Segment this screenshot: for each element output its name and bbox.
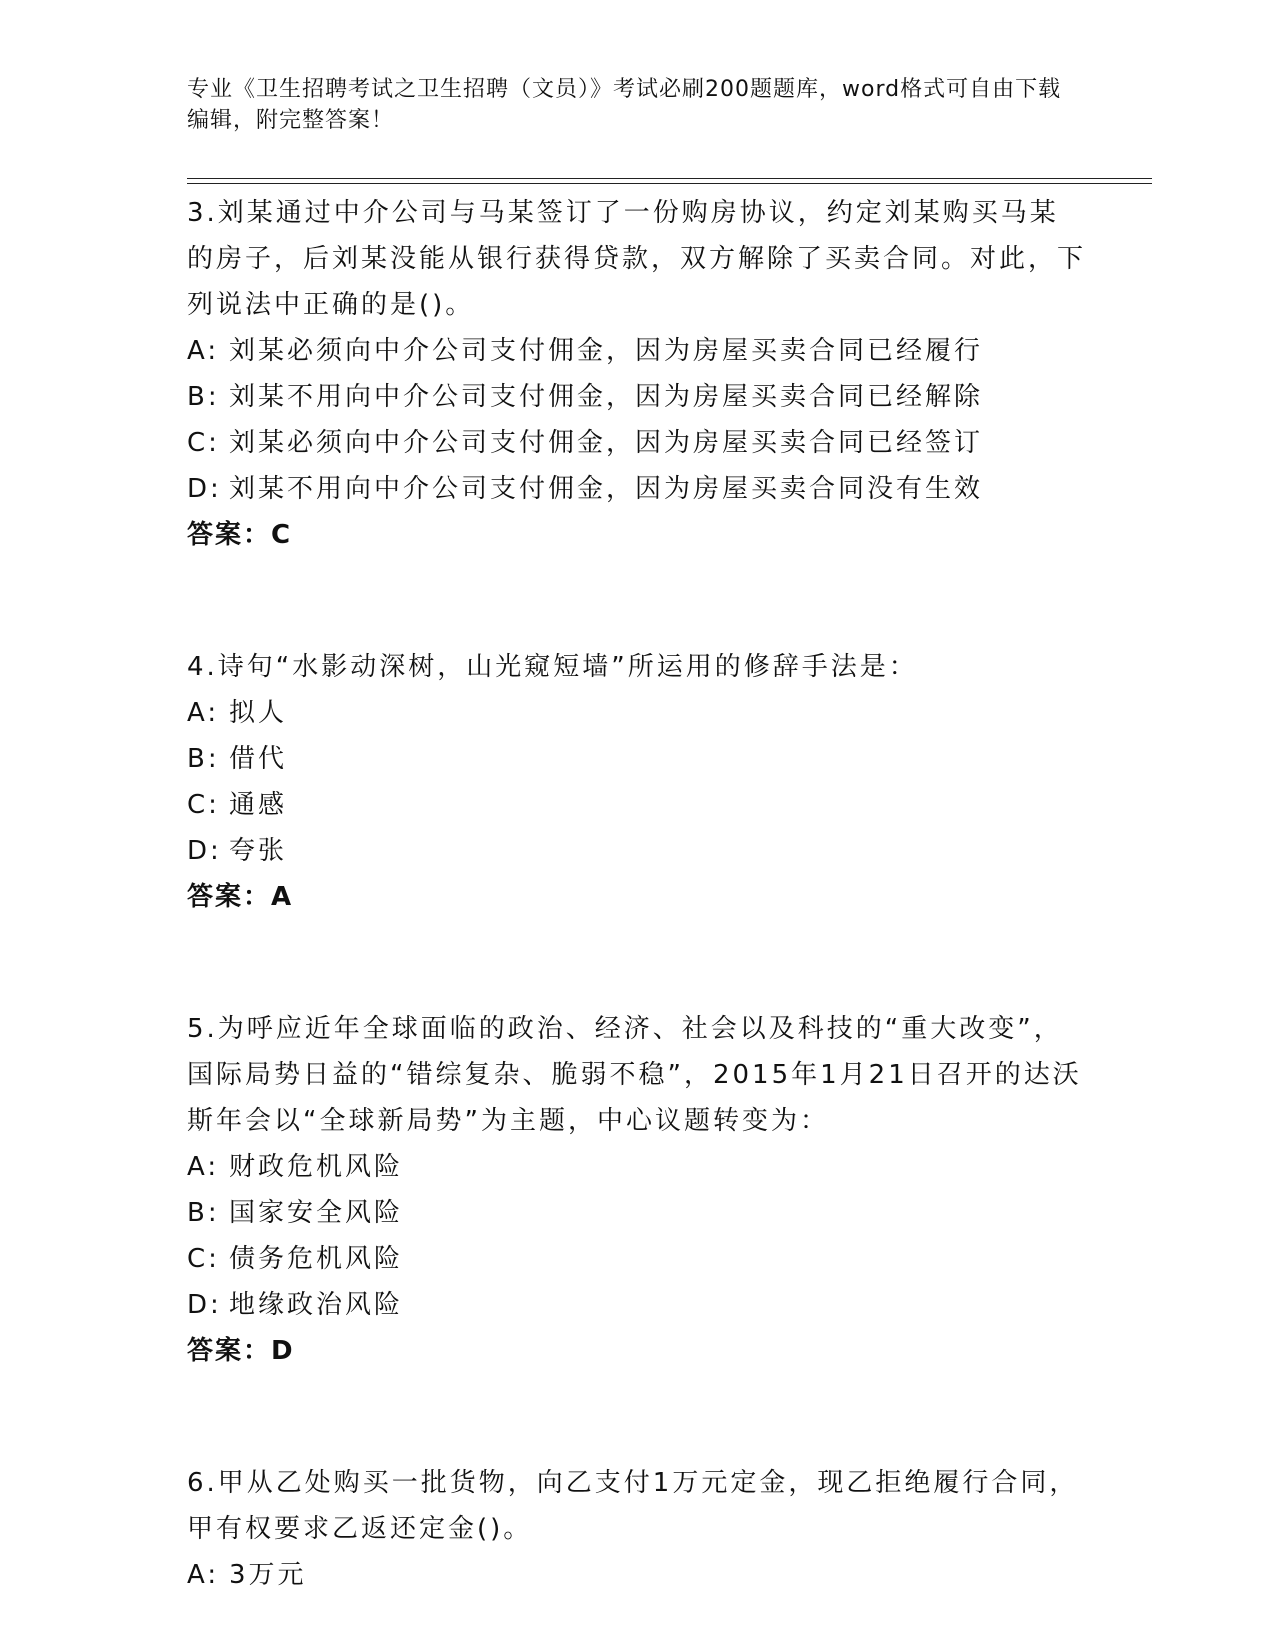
option-letter: C:: [187, 790, 220, 820]
option-text: 刘某必须向中介公司支付佣金，因为房屋买卖合同已经履行: [229, 336, 984, 366]
option-d: [187, 828, 1087, 874]
question-3: [187, 190, 1087, 558]
option-letter: B:: [187, 1198, 220, 1228]
option-letter: C:: [187, 1244, 220, 1274]
question-spacer: [187, 1374, 1087, 1460]
option-letter: D:: [187, 836, 222, 866]
option-text: 拟人: [229, 698, 288, 728]
option-c: [187, 782, 1087, 828]
option-text: 债务危机风险: [229, 1244, 404, 1274]
option-a: [187, 328, 1087, 374]
option-letter: A:: [187, 698, 220, 728]
option-text: 通感: [229, 790, 288, 820]
header-divider: [187, 178, 1152, 179]
option-letter: B:: [187, 744, 220, 774]
option-text: 刘某不用向中介公司支付佣金，因为房屋买卖合同没有生效: [229, 474, 984, 504]
option-text: 刘某不用向中介公司支付佣金，因为房屋买卖合同已经解除: [229, 382, 984, 412]
question-list: [187, 190, 1087, 1598]
option-text: 地缘政治风险: [229, 1290, 404, 1320]
option-d: [187, 466, 1087, 512]
option-letter: A:: [187, 1152, 220, 1182]
option-d: [187, 1282, 1087, 1328]
option-letter: C:: [187, 428, 220, 458]
document-header-title: 专业《卫生招聘考试之卫生招聘（文员）》考试必刷200题题库，word格式可自由下载编辑，附完整答案！: [187, 77, 1062, 133]
question-4: [187, 644, 1087, 920]
question-5: [187, 1006, 1087, 1374]
question-spacer: [187, 558, 1087, 644]
option-b: [187, 374, 1087, 420]
option-b: [187, 736, 1087, 782]
option-letter: D:: [187, 1290, 222, 1320]
option-text: 国家安全风险: [229, 1198, 404, 1228]
question-stem: 5.为呼应近年全球面临的政治、经济、社会以及科技的“重大改变”，国际局势日益的“错综复杂、脆弱不稳”，2015年1月21日召开的达沃斯年会以“全球新局势”为主题，中心议题转变为：: [187, 1014, 1082, 1136]
question-6: [187, 1460, 1087, 1598]
option-a: [187, 1552, 1087, 1598]
option-a: [187, 1144, 1087, 1190]
question-stem: 3.刘某通过中介公司与马某签订了一份购房协议，约定刘某购买马某的房子，后刘某没能从银行获得贷款，双方解除了买卖合同。对此，下列说法中正确的是()。: [187, 198, 1087, 320]
option-text: 3万元: [229, 1560, 307, 1590]
option-a: [187, 690, 1087, 736]
option-letter: D:: [187, 474, 222, 504]
question-stem: 4.诗句“水影动深树，山光窥短墙”所运用的修辞手法是：: [187, 652, 918, 682]
answer-label: 答案：A: [187, 882, 294, 912]
option-text: 借代: [229, 744, 288, 774]
option-letter: A:: [187, 336, 220, 366]
header-divider: [187, 183, 1152, 184]
option-text: 财政危机风险: [229, 1152, 404, 1182]
option-letter: A:: [187, 1560, 220, 1590]
option-text: 夸张: [229, 836, 288, 866]
answer-label: 答案：D: [187, 1336, 295, 1366]
question-stem: 6.甲从乙处购买一批货物，向乙支付1万元定金，现乙拒绝履行合同，甲有权要求乙返还定金()。: [187, 1468, 1079, 1544]
option-c: [187, 1236, 1087, 1282]
option-c: [187, 420, 1087, 466]
option-b: [187, 1190, 1087, 1236]
option-text: 刘某必须向中介公司支付佣金，因为房屋买卖合同已经签订: [229, 428, 984, 458]
question-spacer: [187, 920, 1087, 1006]
option-letter: B:: [187, 382, 220, 412]
answer-label: 答案：C: [187, 520, 293, 550]
